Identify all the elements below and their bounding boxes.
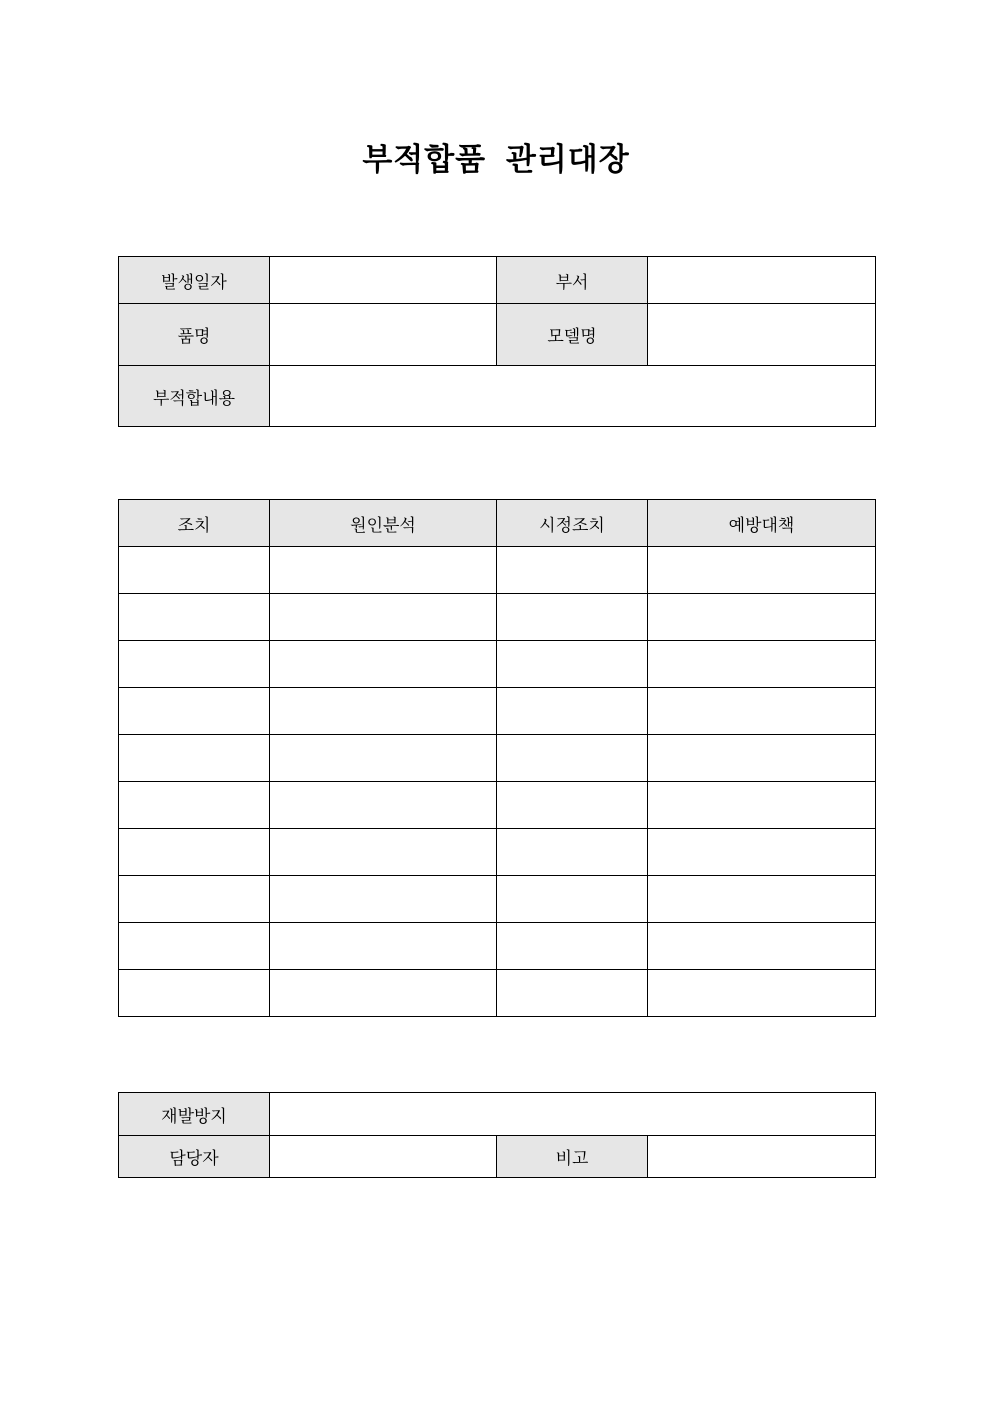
table-cell[interactable] [497, 735, 648, 782]
footer-table [118, 1092, 876, 1178]
table-header-row [119, 500, 876, 547]
table-cell[interactable] [270, 782, 497, 829]
model-name-label: 모델명 [497, 304, 648, 366]
manager-label: 담당자 [119, 1136, 270, 1178]
nonconformity-content-label: 부적합내용 [119, 366, 270, 427]
actions-table [118, 499, 876, 1017]
recurrence-prevention-field[interactable] [270, 1093, 876, 1136]
table-row [119, 876, 876, 923]
table-row [119, 594, 876, 641]
manager-field[interactable] [270, 1136, 497, 1178]
table-row [119, 970, 876, 1017]
header-action: 조치 [119, 500, 270, 547]
table-row [119, 688, 876, 735]
table-cell[interactable] [119, 829, 270, 876]
table-cell[interactable] [270, 688, 497, 735]
table-cell[interactable] [119, 735, 270, 782]
page-title: 부적합품 관리대장 [362, 142, 630, 178]
table-row [119, 547, 876, 594]
table-cell[interactable] [497, 594, 648, 641]
table-cell[interactable] [497, 829, 648, 876]
table-cell[interactable] [648, 641, 876, 688]
table-cell[interactable] [119, 641, 270, 688]
header-preventive-measure: 예방대책 [648, 500, 876, 547]
table-cell[interactable] [497, 970, 648, 1017]
header-corrective-action: 시정조치 [497, 500, 648, 547]
table-cell[interactable] [648, 876, 876, 923]
table-cell[interactable] [119, 688, 270, 735]
table-cell[interactable] [270, 970, 497, 1017]
recurrence-prevention-label: 재발방지 [119, 1093, 270, 1136]
table-cell[interactable] [648, 923, 876, 970]
table-cell[interactable] [270, 735, 497, 782]
table-cell[interactable] [119, 876, 270, 923]
model-name-field[interactable] [648, 304, 876, 366]
table-cell[interactable] [270, 594, 497, 641]
table-cell[interactable] [119, 923, 270, 970]
product-name-label: 품명 [119, 304, 270, 366]
table-cell[interactable] [648, 829, 876, 876]
table-cell[interactable] [497, 641, 648, 688]
occurrence-date-label: 발생일자 [119, 257, 270, 304]
table-cell[interactable] [648, 782, 876, 829]
table-row [119, 923, 876, 970]
nonconformity-content-field[interactable] [270, 366, 876, 427]
table-cell[interactable] [119, 970, 270, 1017]
remarks-label: 비고 [497, 1136, 648, 1178]
table-cell[interactable] [648, 547, 876, 594]
remarks-field[interactable] [648, 1136, 876, 1178]
table-cell[interactable] [497, 547, 648, 594]
table-row [119, 735, 876, 782]
department-label: 부서 [497, 257, 648, 304]
info-table [118, 256, 876, 427]
table-cell[interactable] [270, 547, 497, 594]
table-cell[interactable] [119, 547, 270, 594]
table-cell[interactable] [497, 876, 648, 923]
table-cell[interactable] [497, 688, 648, 735]
table-cell[interactable] [648, 688, 876, 735]
table-row [119, 829, 876, 876]
table-cell[interactable] [270, 923, 497, 970]
table-row [119, 782, 876, 829]
table-cell[interactable] [270, 641, 497, 688]
table-cell[interactable] [119, 594, 270, 641]
department-field[interactable] [648, 257, 876, 304]
table-cell[interactable] [119, 782, 270, 829]
table-cell[interactable] [270, 829, 497, 876]
table-cell[interactable] [270, 876, 497, 923]
table-cell[interactable] [648, 970, 876, 1017]
table-row [119, 641, 876, 688]
table-cell[interactable] [648, 735, 876, 782]
table-cell[interactable] [648, 594, 876, 641]
product-name-field[interactable] [270, 304, 497, 366]
occurrence-date-field[interactable] [270, 257, 497, 304]
table-cell[interactable] [497, 923, 648, 970]
table-cell[interactable] [497, 782, 648, 829]
header-cause-analysis: 원인분석 [270, 500, 497, 547]
